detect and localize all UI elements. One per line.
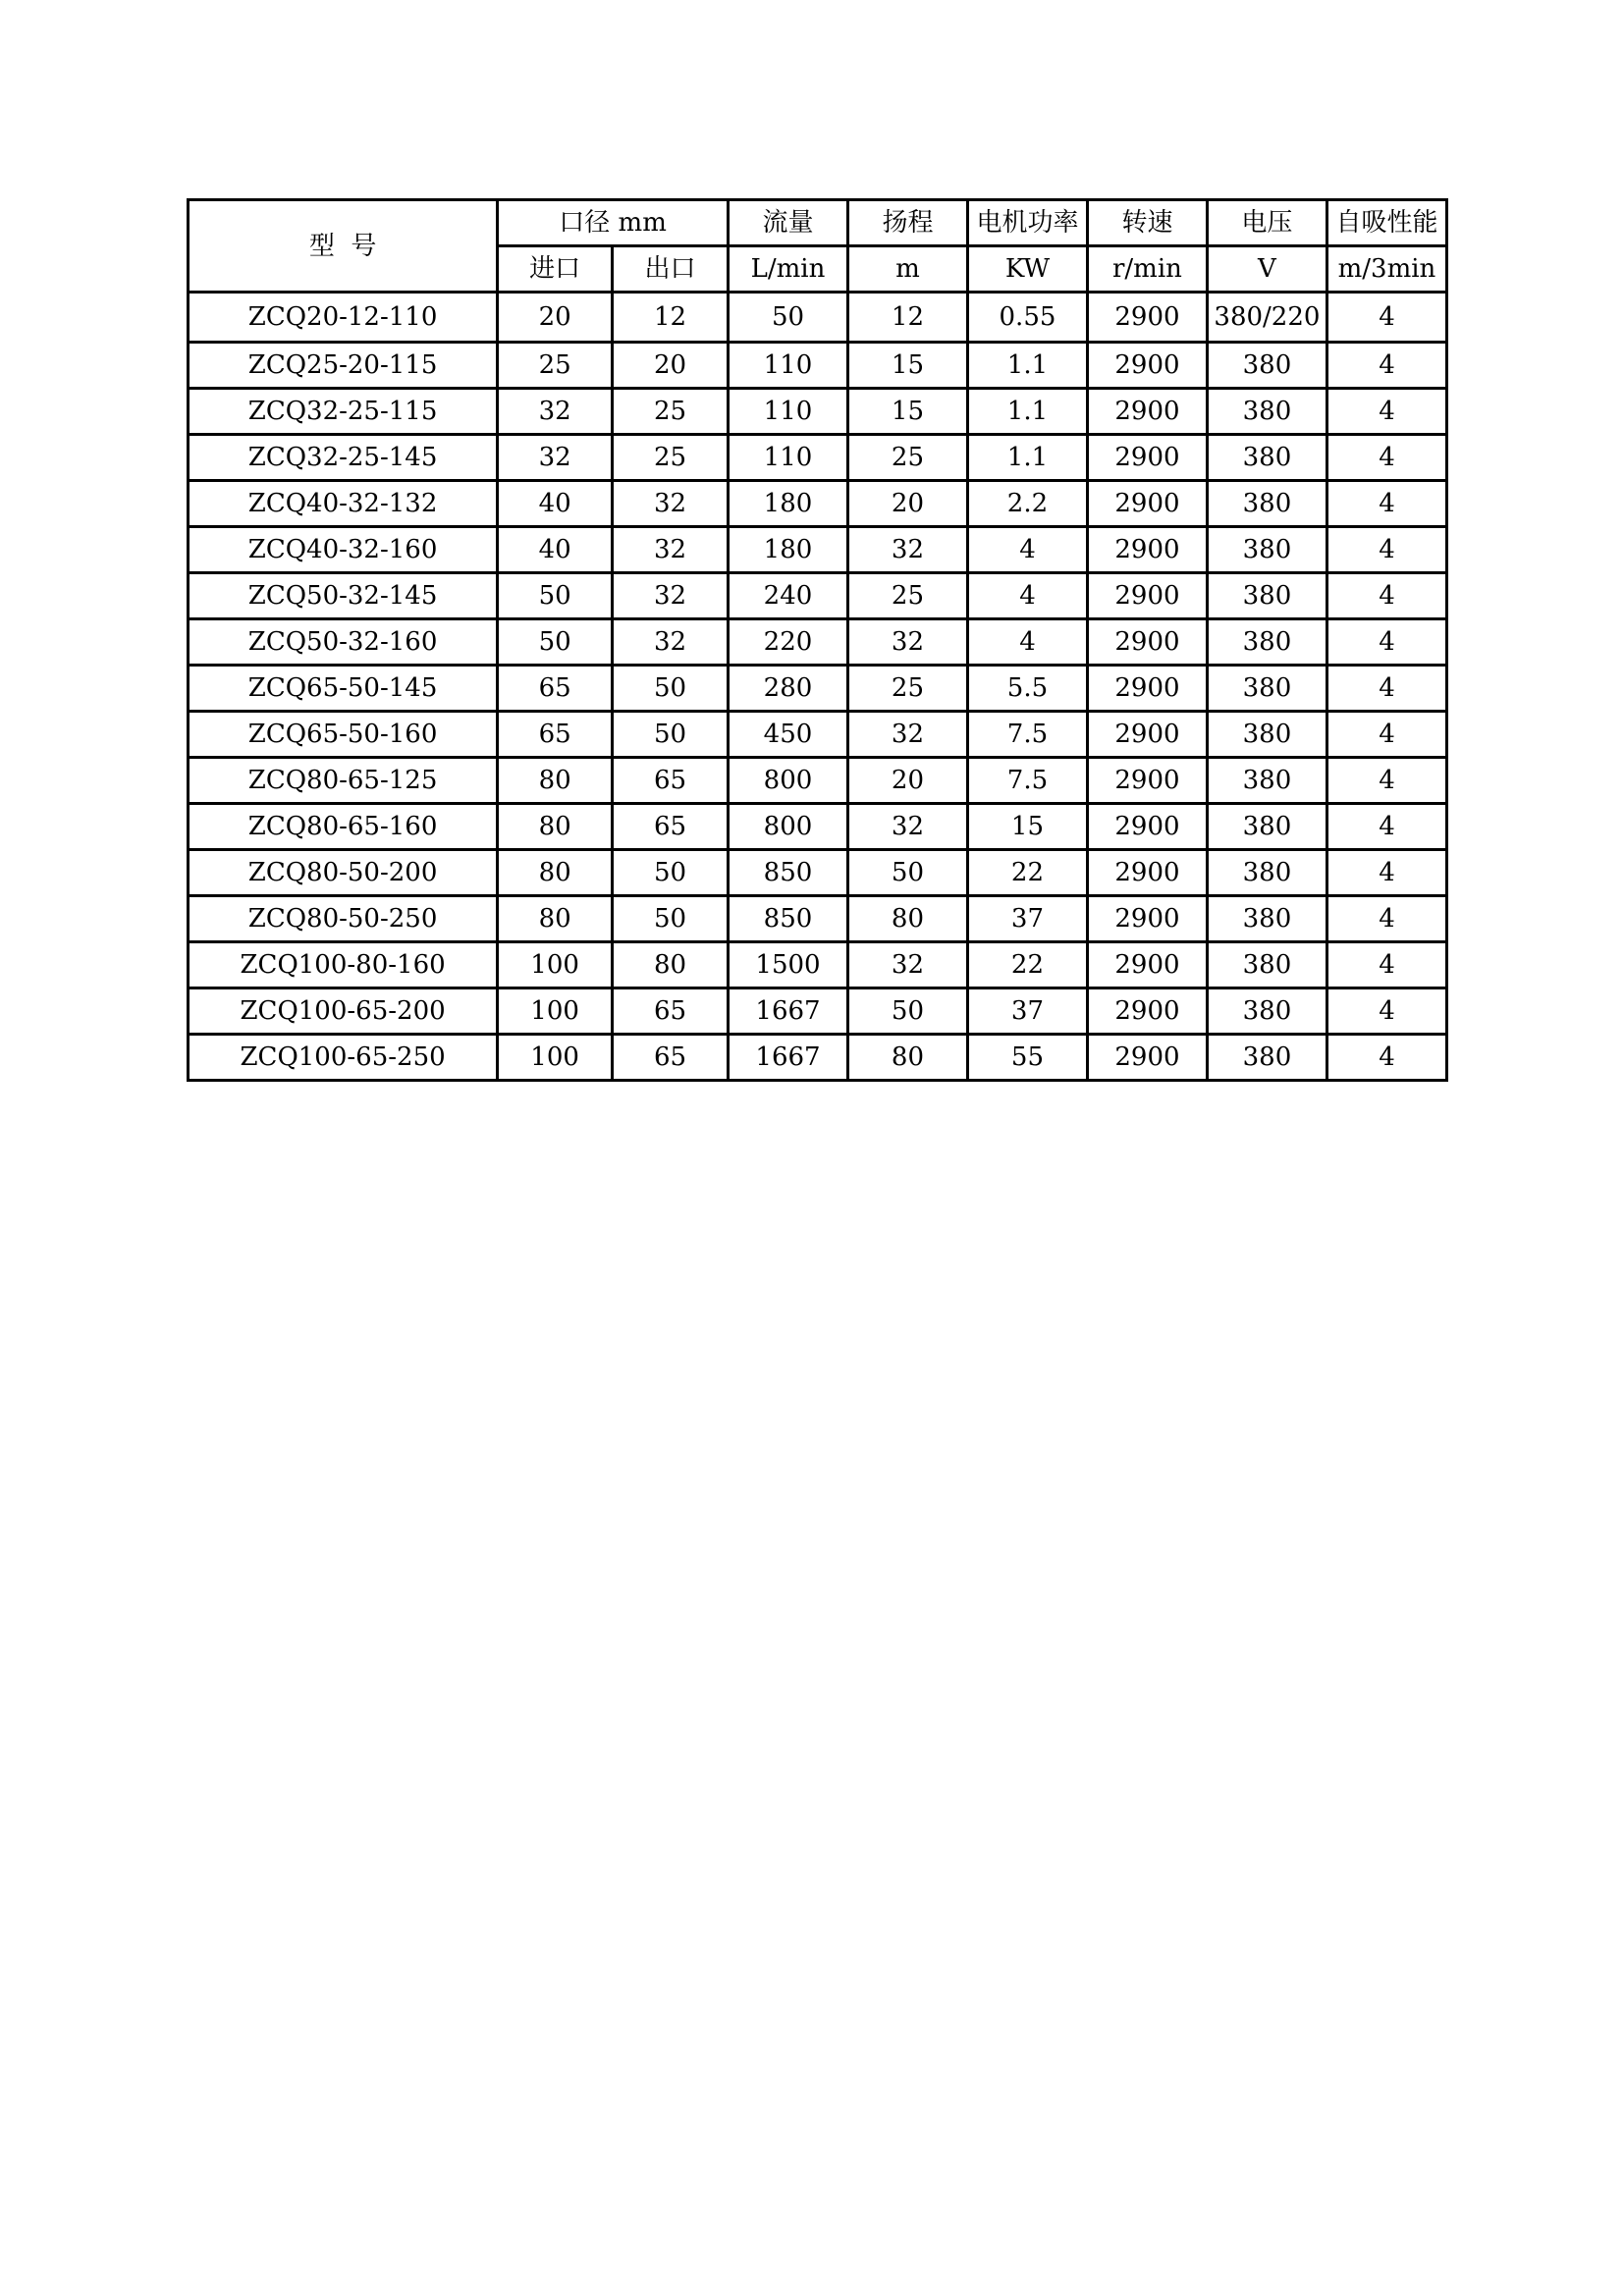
cell-outlet: 32 — [613, 527, 729, 573]
cell-voltage: 380 — [1207, 389, 1326, 435]
cell-self-priming: 4 — [1326, 527, 1446, 573]
cell-flow: 850 — [729, 896, 848, 942]
table-row — [189, 758, 1447, 804]
cell-model: ZCQ50-32-160 — [189, 619, 498, 666]
table-row — [189, 293, 1447, 343]
table-row — [189, 573, 1447, 619]
cell-speed: 2900 — [1087, 481, 1207, 527]
cell-voltage: 380 — [1207, 573, 1326, 619]
cell-self-priming: 4 — [1326, 988, 1446, 1035]
table-body — [189, 293, 1447, 1081]
cell-power: 37 — [967, 896, 1087, 942]
cell-flow: 180 — [729, 527, 848, 573]
cell-model: ZCQ80-50-200 — [189, 850, 498, 896]
table-row — [189, 481, 1447, 527]
cell-self-priming: 4 — [1326, 293, 1446, 343]
cell-speed: 2900 — [1087, 804, 1207, 850]
cell-speed: 2900 — [1087, 435, 1207, 481]
cell-head: 15 — [847, 343, 967, 389]
cell-self-priming: 4 — [1326, 896, 1446, 942]
cell-voltage: 380 — [1207, 988, 1326, 1035]
cell-speed: 2900 — [1087, 293, 1207, 343]
cell-outlet: 50 — [613, 712, 729, 758]
cell-voltage: 380 — [1207, 850, 1326, 896]
cell-inlet: 40 — [498, 481, 613, 527]
cell-head: 32 — [847, 942, 967, 988]
cell-outlet: 20 — [613, 343, 729, 389]
cell-outlet: 50 — [613, 666, 729, 712]
cell-head: 25 — [847, 666, 967, 712]
cell-outlet: 80 — [613, 942, 729, 988]
cell-power: 1.1 — [967, 343, 1087, 389]
cell-flow: 1667 — [729, 988, 848, 1035]
cell-voltage: 380 — [1207, 666, 1326, 712]
cell-self-priming: 4 — [1326, 666, 1446, 712]
cell-inlet: 20 — [498, 293, 613, 343]
cell-model: ZCQ65-50-145 — [189, 666, 498, 712]
cell-outlet: 65 — [613, 804, 729, 850]
table-row — [189, 666, 1447, 712]
cell-head: 50 — [847, 850, 967, 896]
cell-head: 15 — [847, 389, 967, 435]
cell-voltage: 380 — [1207, 1035, 1326, 1081]
header-voltage-unit: V — [1207, 246, 1326, 293]
cell-inlet: 65 — [498, 666, 613, 712]
cell-power: 1.1 — [967, 435, 1087, 481]
cell-model: ZCQ20-12-110 — [189, 293, 498, 343]
cell-inlet: 25 — [498, 343, 613, 389]
cell-speed: 2900 — [1087, 527, 1207, 573]
cell-voltage: 380 — [1207, 527, 1326, 573]
cell-self-priming: 4 — [1326, 804, 1446, 850]
cell-self-priming: 4 — [1326, 712, 1446, 758]
cell-head: 20 — [847, 758, 967, 804]
cell-model: ZCQ25-20-115 — [189, 343, 498, 389]
cell-speed: 2900 — [1087, 573, 1207, 619]
cell-inlet: 80 — [498, 850, 613, 896]
cell-voltage: 380 — [1207, 619, 1326, 666]
cell-self-priming: 4 — [1326, 481, 1446, 527]
cell-speed: 2900 — [1087, 758, 1207, 804]
header-head-unit: m — [847, 246, 967, 293]
header-power: 电机功率 — [967, 200, 1087, 246]
cell-model: ZCQ40-32-132 — [189, 481, 498, 527]
cell-head: 25 — [847, 573, 967, 619]
cell-outlet: 32 — [613, 573, 729, 619]
table-row — [189, 435, 1447, 481]
header-inlet: 进口 — [498, 246, 613, 293]
cell-head: 32 — [847, 619, 967, 666]
table-row — [189, 389, 1447, 435]
cell-inlet: 40 — [498, 527, 613, 573]
cell-voltage: 380 — [1207, 712, 1326, 758]
cell-model: ZCQ50-32-145 — [189, 573, 498, 619]
cell-inlet: 100 — [498, 942, 613, 988]
cell-head: 20 — [847, 481, 967, 527]
cell-head: 50 — [847, 988, 967, 1035]
header-caliber: 口径 mm — [498, 200, 729, 246]
cell-speed: 2900 — [1087, 896, 1207, 942]
header-flow: 流量 — [729, 200, 848, 246]
cell-flow: 800 — [729, 758, 848, 804]
cell-head: 80 — [847, 896, 967, 942]
cell-flow: 850 — [729, 850, 848, 896]
cell-flow: 50 — [729, 293, 848, 343]
cell-speed: 2900 — [1087, 850, 1207, 896]
cell-power: 2.2 — [967, 481, 1087, 527]
header-speed-unit: r/min — [1087, 246, 1207, 293]
cell-voltage: 380 — [1207, 481, 1326, 527]
cell-outlet: 32 — [613, 619, 729, 666]
cell-outlet: 25 — [613, 435, 729, 481]
cell-voltage: 380/220 — [1207, 293, 1326, 343]
table-row — [189, 850, 1447, 896]
cell-model: ZCQ32-25-115 — [189, 389, 498, 435]
cell-self-priming: 4 — [1326, 942, 1446, 988]
cell-self-priming: 4 — [1326, 619, 1446, 666]
cell-voltage: 380 — [1207, 343, 1326, 389]
cell-power: 4 — [967, 573, 1087, 619]
cell-voltage: 380 — [1207, 942, 1326, 988]
table-row — [189, 942, 1447, 988]
cell-model: ZCQ65-50-160 — [189, 712, 498, 758]
cell-flow: 110 — [729, 343, 848, 389]
cell-power: 4 — [967, 527, 1087, 573]
table-row — [189, 343, 1447, 389]
cell-speed: 2900 — [1087, 942, 1207, 988]
cell-voltage: 380 — [1207, 896, 1326, 942]
cell-flow: 110 — [729, 389, 848, 435]
header-outlet: 出口 — [613, 246, 729, 293]
cell-inlet: 100 — [498, 988, 613, 1035]
header-row-1 — [189, 200, 1447, 246]
cell-speed: 2900 — [1087, 712, 1207, 758]
cell-voltage: 380 — [1207, 435, 1326, 481]
header-flow-unit: L/min — [729, 246, 848, 293]
table-row — [189, 1035, 1447, 1081]
cell-head: 32 — [847, 527, 967, 573]
cell-power: 15 — [967, 804, 1087, 850]
cell-flow: 1667 — [729, 1035, 848, 1081]
table-row — [189, 896, 1447, 942]
cell-model: ZCQ80-50-250 — [189, 896, 498, 942]
cell-power: 22 — [967, 942, 1087, 988]
cell-outlet: 50 — [613, 850, 729, 896]
cell-power: 7.5 — [967, 712, 1087, 758]
cell-inlet: 32 — [498, 389, 613, 435]
cell-power: 7.5 — [967, 758, 1087, 804]
cell-self-priming: 4 — [1326, 389, 1446, 435]
cell-inlet: 50 — [498, 619, 613, 666]
cell-speed: 2900 — [1087, 343, 1207, 389]
table-row — [189, 988, 1447, 1035]
table-row — [189, 712, 1447, 758]
cell-speed: 2900 — [1087, 666, 1207, 712]
cell-inlet: 50 — [498, 573, 613, 619]
cell-inlet: 80 — [498, 758, 613, 804]
cell-flow: 1500 — [729, 942, 848, 988]
cell-model: ZCQ100-65-250 — [189, 1035, 498, 1081]
cell-speed: 2900 — [1087, 988, 1207, 1035]
cell-inlet: 100 — [498, 1035, 613, 1081]
cell-self-priming: 4 — [1326, 573, 1446, 619]
cell-inlet: 80 — [498, 804, 613, 850]
cell-inlet: 65 — [498, 712, 613, 758]
cell-power: 4 — [967, 619, 1087, 666]
cell-outlet: 65 — [613, 988, 729, 1035]
cell-flow: 240 — [729, 573, 848, 619]
cell-power: 5.5 — [967, 666, 1087, 712]
cell-speed: 2900 — [1087, 1035, 1207, 1081]
table-row — [189, 527, 1447, 573]
cell-outlet: 65 — [613, 758, 729, 804]
cell-head: 12 — [847, 293, 967, 343]
table-header — [189, 200, 1447, 293]
cell-voltage: 380 — [1207, 758, 1326, 804]
table-row — [189, 619, 1447, 666]
cell-outlet: 25 — [613, 389, 729, 435]
header-self-priming: 自吸性能 — [1326, 200, 1446, 246]
cell-flow: 280 — [729, 666, 848, 712]
cell-head: 80 — [847, 1035, 967, 1081]
cell-head: 25 — [847, 435, 967, 481]
cell-head: 32 — [847, 804, 967, 850]
cell-power: 1.1 — [967, 389, 1087, 435]
cell-model: ZCQ80-65-125 — [189, 758, 498, 804]
pump-spec-table — [187, 198, 1448, 1082]
header-speed: 转速 — [1087, 200, 1207, 246]
header-voltage: 电压 — [1207, 200, 1326, 246]
cell-model: ZCQ100-80-160 — [189, 942, 498, 988]
cell-power: 37 — [967, 988, 1087, 1035]
cell-speed: 2900 — [1087, 619, 1207, 666]
cell-inlet: 80 — [498, 896, 613, 942]
cell-flow: 220 — [729, 619, 848, 666]
cell-flow: 180 — [729, 481, 848, 527]
cell-model: ZCQ40-32-160 — [189, 527, 498, 573]
header-self-priming-unit: m/3min — [1326, 246, 1446, 293]
cell-power: 55 — [967, 1035, 1087, 1081]
cell-model: ZCQ100-65-200 — [189, 988, 498, 1035]
cell-flow: 110 — [729, 435, 848, 481]
cell-self-priming: 4 — [1326, 343, 1446, 389]
cell-self-priming: 4 — [1326, 850, 1446, 896]
cell-outlet: 65 — [613, 1035, 729, 1081]
header-model: 型 号 — [189, 200, 498, 293]
cell-outlet: 50 — [613, 896, 729, 942]
table-row — [189, 804, 1447, 850]
cell-voltage: 380 — [1207, 804, 1326, 850]
header-power-unit: KW — [967, 246, 1087, 293]
cell-speed: 2900 — [1087, 389, 1207, 435]
cell-outlet: 32 — [613, 481, 729, 527]
cell-model: ZCQ80-65-160 — [189, 804, 498, 850]
cell-model: ZCQ32-25-145 — [189, 435, 498, 481]
cell-head: 32 — [847, 712, 967, 758]
cell-power: 0.55 — [967, 293, 1087, 343]
cell-flow: 450 — [729, 712, 848, 758]
cell-flow: 800 — [729, 804, 848, 850]
cell-power: 22 — [967, 850, 1087, 896]
cell-self-priming: 4 — [1326, 1035, 1446, 1081]
cell-outlet: 12 — [613, 293, 729, 343]
cell-self-priming: 4 — [1326, 435, 1446, 481]
cell-self-priming: 4 — [1326, 758, 1446, 804]
header-head: 扬程 — [847, 200, 967, 246]
cell-inlet: 32 — [498, 435, 613, 481]
